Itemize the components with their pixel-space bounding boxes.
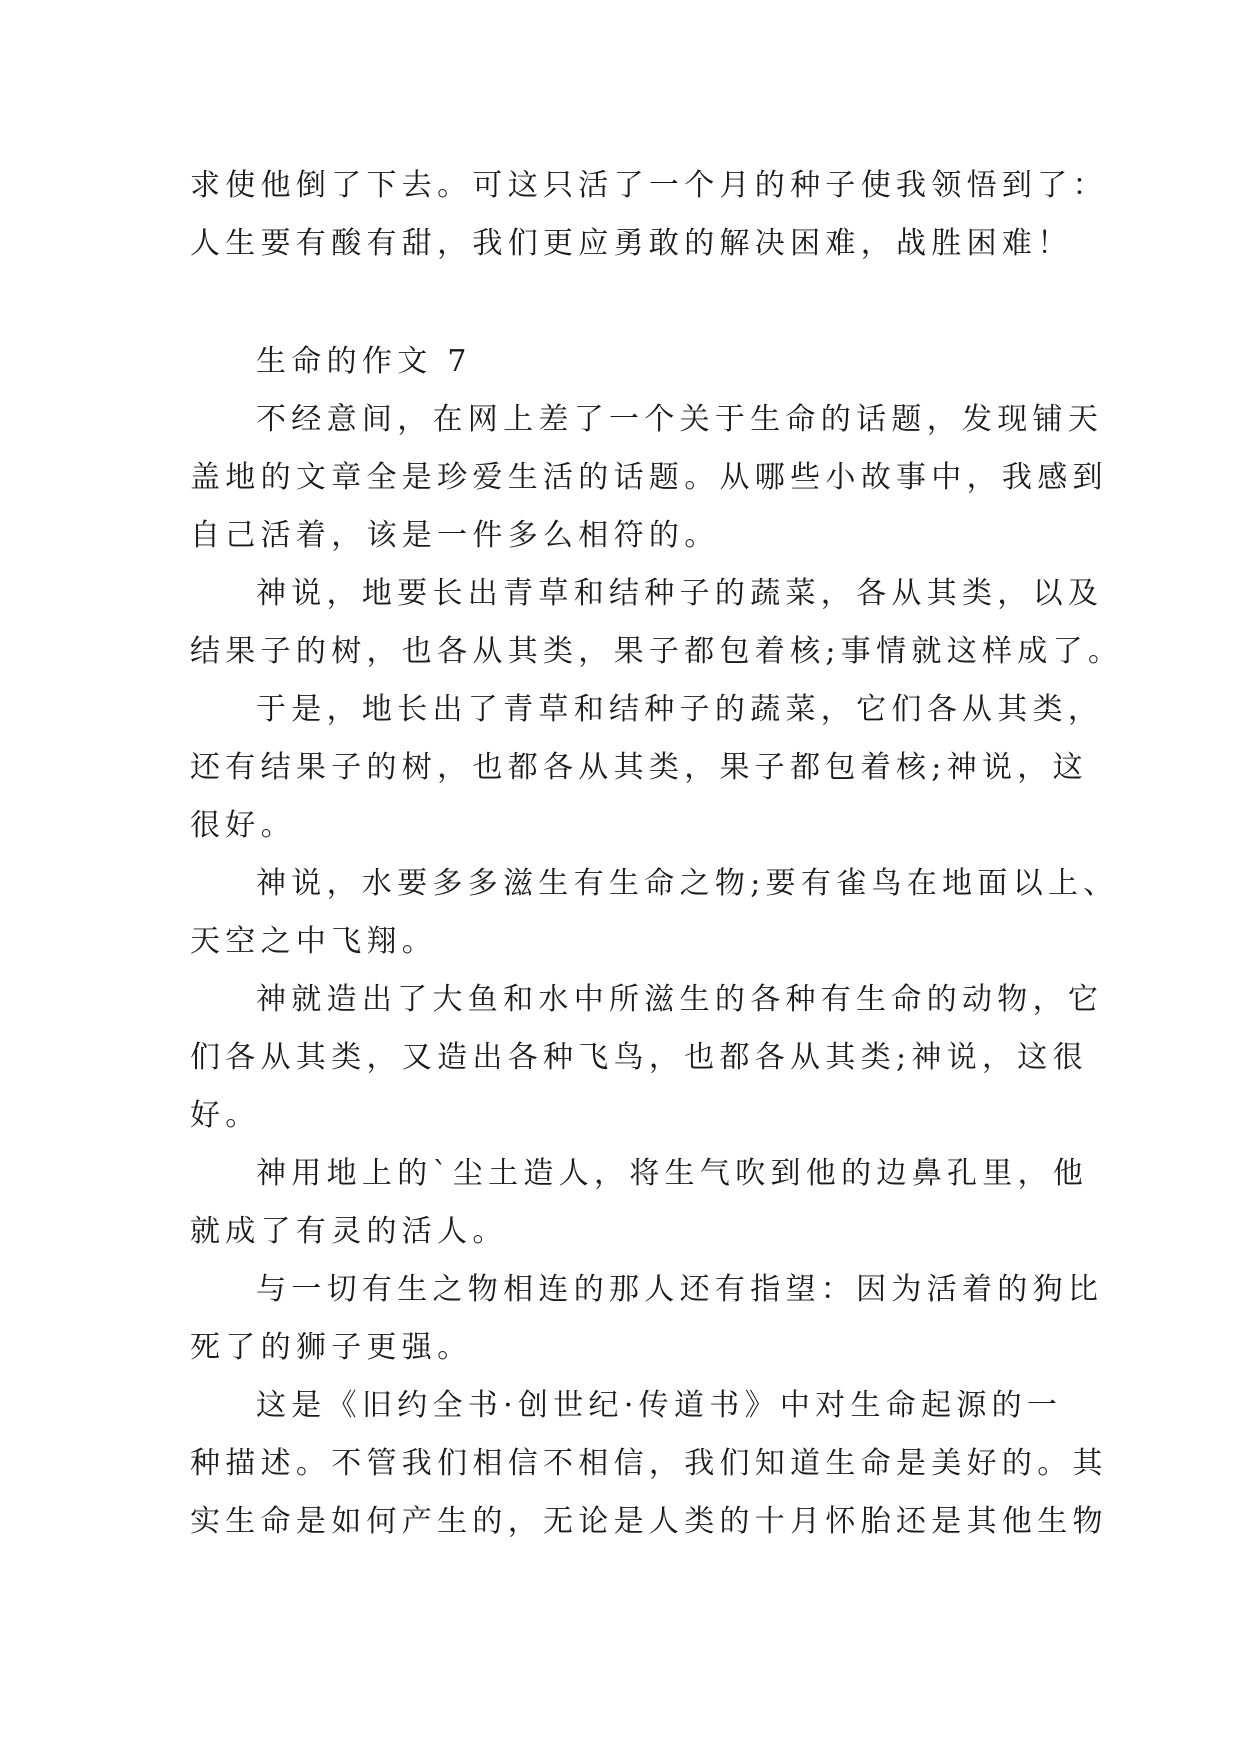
text-line: 神用地上的`尘土造人，将生气吹到他的边鼻孔里，他 <box>256 1156 1089 1191</box>
text-line: 死了的狮子更强。 <box>190 1330 473 1365</box>
text-line: 种描述。不管我们相信不相信，我们知道生命是美好的。其 <box>190 1446 1108 1481</box>
text-line: 与一切有生之物相连的那人还有指望：因为活着的狗比 <box>256 1272 1104 1307</box>
text-line: 结果子的树，也各从其类，果子都包着核;事情就这样成了。 <box>190 634 1124 669</box>
text-line: 神说，地要长出青草和结种子的蔬菜，各从其类，以及 <box>256 576 1104 611</box>
text-line: 实生命是如何产生的，无论是人类的十月怀胎还是其他生物 <box>190 1504 1108 1539</box>
text-line: 就成了有灵的活人。 <box>190 1214 508 1249</box>
section-heading: 生命的作文 7 <box>256 344 472 379</box>
text-line: 很好。 <box>190 808 296 843</box>
text-line: 天空之中飞翔。 <box>190 924 438 959</box>
text-line: 人生要有酸有甜，我们更应勇敢的解决困难，战胜困难！ <box>190 226 1073 261</box>
text-line: 还有结果子的树，也都各从其类，果子都包着核;神说，这 <box>190 750 1088 785</box>
text-line: 不经意间，在网上差了一个关于生命的话题，发现铺天 <box>256 402 1104 437</box>
text-line: 们各从其类，又造出各种飞鸟，也都各从其类;神说，这很 <box>190 1040 1088 1075</box>
text-line: 神说，水要多多滋生有生命之物;要有雀鸟在地面以上、 <box>256 866 1119 901</box>
text-line: 神就造出了大鱼和水中所滋生的各种有生命的动物，它 <box>256 982 1104 1017</box>
text-line: 盖地的文章全是珍爱生活的话题。从哪些小故事中，我感到 <box>190 460 1108 495</box>
text-line: 于是，地长出了青草和结种子的蔬菜，它们各从其类， <box>256 692 1104 727</box>
text-line: 自己活着，该是一件多么相符的。 <box>190 518 720 553</box>
text-line: 好。 <box>190 1098 261 1133</box>
text-line: 求使他倒了下去。可这只活了一个月的种子使我领悟到了： <box>190 168 1108 203</box>
text-line: 这是《旧约全书·创世纪·传道书》中对生命起源的一 <box>256 1388 1063 1423</box>
